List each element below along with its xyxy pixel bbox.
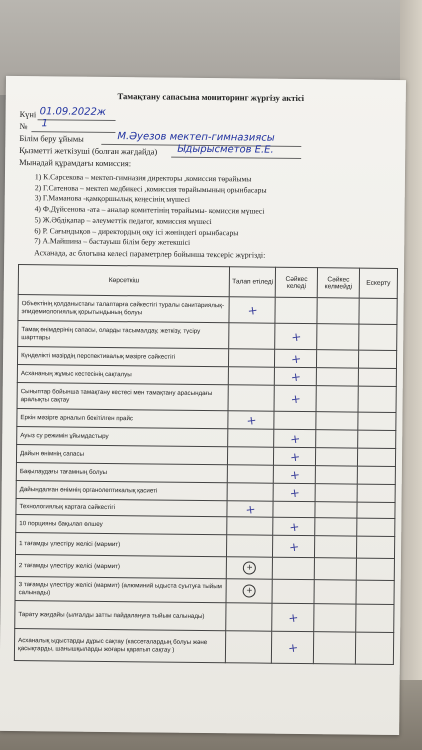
- note-cell: [356, 580, 394, 604]
- required-cell: [229, 349, 275, 367]
- not-matches-cell: [315, 518, 357, 536]
- required-cell: [228, 411, 274, 429]
- matches-cell: [273, 535, 315, 557]
- matches-cell: [274, 385, 316, 411]
- plus-mark: +: [244, 501, 257, 517]
- required-cell: [229, 323, 275, 349]
- criterion-cell: Тарату жағдайы (ылғалды затты пайдалануға тыйым салынады): [15, 601, 227, 631]
- note-cell: [359, 350, 397, 368]
- criterion-cell: Тамақ өнімдерінің сапасы, оларды тасымалдау, жеткізу, түсіру шарттары: [18, 321, 230, 349]
- required-cell: [229, 297, 275, 323]
- not-matches-cell: [317, 298, 359, 324]
- note-cell: [357, 484, 395, 502]
- matches-cell: [275, 349, 317, 367]
- date-label: Күні: [19, 110, 37, 120]
- note-cell: [356, 558, 394, 580]
- table-row: [18, 295, 397, 325]
- circled-plus-mark: +: [243, 584, 256, 597]
- required-cell: [226, 631, 272, 663]
- header-note: Ескерту: [359, 268, 397, 298]
- criterion-cell: Дайын өнімнің сапасы: [16, 445, 227, 465]
- member-1: 1) К.Сарсекова – мектеп-гимназия директоры ,комиссия төрайымы: [34, 172, 252, 184]
- plus-mark: +: [289, 390, 302, 407]
- member-5: 5) Ж.Әбдіқапар – әлеуметтік педагог, комиссия мүшесі: [34, 215, 212, 226]
- not-matches-cell: [316, 430, 358, 448]
- date-underline: [38, 119, 116, 121]
- criterion-cell: Объектінің қолданыстағы талаптарға сәйкестігі туралы санитариялық-эпидемиологиялық қорытындының болуы: [18, 295, 230, 323]
- table-row: [14, 629, 393, 665]
- header-matches: Сәйкес келеді: [275, 267, 317, 297]
- matches-cell: [272, 631, 314, 663]
- supplier-underline: [171, 157, 301, 159]
- matches-cell: [272, 579, 314, 603]
- plus-mark: +: [288, 484, 301, 501]
- criterion-cell: Ауыз су режимін ұйымдастыру: [17, 427, 228, 447]
- table-body: [14, 295, 397, 665]
- required-cell: [226, 603, 272, 631]
- matches-cell: [274, 447, 316, 465]
- matches-cell: [274, 429, 316, 447]
- note-cell: [355, 632, 393, 664]
- plus-mark: +: [290, 328, 302, 345]
- member-7: 7) А.Майшина – бастауыш білім беру жетекшісі: [34, 236, 191, 248]
- criterion-cell: Бақылаудағы тағамның болуы: [16, 463, 227, 483]
- note-cell: [358, 368, 396, 386]
- required-cell: [228, 447, 274, 465]
- header-required: Талап етіледі: [230, 267, 276, 297]
- member-6: 6) Р. Сағындықов – директордың оқу ісі жөніндегі орынбасары: [34, 225, 239, 237]
- criterion-cell: 3 тағамды үлестіру желісі (мармит) (алюминий ыдыста суытуға тыйым салынады): [15, 577, 227, 603]
- inspection-intro: Асханада, ас блогына келесі параметрлер бойынша тексеріс жүргізді:: [34, 248, 266, 260]
- matches-cell: [273, 501, 315, 517]
- criterion-cell: 10 порцияны бақылап өлшеу: [16, 515, 227, 535]
- number-value: 1: [41, 118, 48, 130]
- criterion-cell: Технологиялық картаға сәйкестігі: [16, 499, 227, 517]
- plus-mark: +: [287, 609, 299, 626]
- criterion-cell: Асхананың жұмыс кестесінің сақталуы: [17, 365, 228, 385]
- note-cell: [357, 502, 395, 518]
- commission-label: Мынадай құрамдағы комиссия:: [19, 158, 132, 169]
- plus-mark: +: [246, 302, 259, 318]
- matches-cell: [275, 323, 317, 349]
- header-criterion: Көрсеткіш: [18, 265, 230, 297]
- note-cell: [357, 518, 395, 536]
- not-matches-cell: [314, 580, 356, 604]
- member-4: 4) Ф.Дүйсенова -ата – аналар комитетінің төрайымы- комиссия мүшесі: [34, 204, 265, 216]
- matches-cell: [275, 297, 317, 323]
- note-cell: [358, 386, 396, 412]
- note-cell: [359, 298, 397, 324]
- required-cell: [227, 517, 273, 535]
- header-not-matches: Сәйкес келмейді: [317, 268, 359, 298]
- note-cell: [357, 536, 395, 558]
- not-matches-cell: [314, 558, 356, 580]
- commission-members: [34, 172, 267, 249]
- member-2: 2) Г.Сатенова – мектеп медбикесі ,комиссия төрайымының орынбасары: [34, 182, 267, 195]
- note-cell: [359, 324, 397, 350]
- plus-mark: +: [287, 538, 300, 555]
- matches-cell: [273, 517, 315, 535]
- required-cell: [228, 385, 274, 411]
- not-matches-cell: [315, 466, 357, 484]
- criterion-cell: Асханалық ыдыстарды дұрыс сақтау (кассеталардың болуы және қасықтарды, шанышқыларды жоғары қаратып сақтау ): [14, 629, 226, 663]
- document-sheet: [0, 76, 406, 735]
- required-cell: [227, 501, 273, 517]
- document-title: Тамақтану сапасына мониторинг жүргізу актісі: [117, 91, 305, 104]
- criterion-cell: 2 тағамды үлестіру желісі (мармит): [15, 555, 227, 579]
- required-cell: [226, 579, 272, 603]
- note-cell: [356, 604, 394, 632]
- note-cell: [358, 412, 396, 430]
- criterion-cell: Дайындалған өнімнің органолептикалық қасиеті: [16, 481, 227, 501]
- not-matches-cell: [316, 368, 358, 386]
- table-row: [17, 383, 396, 413]
- required-cell: [227, 535, 273, 557]
- inspection-table: [14, 264, 398, 665]
- matches-cell: [272, 557, 314, 579]
- not-matches-cell: [315, 502, 357, 518]
- plus-mark: +: [286, 639, 299, 656]
- plus-mark: +: [288, 430, 301, 447]
- required-cell: [227, 483, 273, 501]
- table-row: [18, 321, 397, 351]
- member-3: 3) Г.Маманова -қамқоршылық кеңесінің мүшесі: [34, 193, 191, 205]
- required-cell: [228, 465, 274, 483]
- not-matches-cell: [315, 484, 357, 502]
- note-cell: [358, 430, 396, 448]
- date-value: 01.09.2022ж: [39, 106, 106, 118]
- criterion-cell: Еркін мәзірге арналып бекітілген прайс: [17, 409, 228, 429]
- plus-mark: +: [289, 368, 302, 385]
- matches-cell: [274, 367, 316, 385]
- plus-mark: +: [288, 518, 300, 535]
- criterion-cell: Күнделікті мәзірдің перспективалық мәзірге сәйкестігі: [17, 347, 228, 367]
- plus-mark: +: [245, 412, 258, 428]
- matches-cell: [273, 483, 315, 501]
- plus-mark: +: [288, 466, 301, 483]
- table-row: [15, 601, 394, 633]
- matches-cell: [274, 411, 316, 429]
- circled-plus-mark: +: [243, 561, 256, 574]
- org-value: М.Әуезов мектеп-гимназиясы: [117, 131, 275, 144]
- matches-cell: [272, 603, 314, 631]
- plus-mark: +: [289, 350, 302, 367]
- plus-mark: +: [288, 448, 301, 465]
- not-matches-cell: [316, 448, 358, 466]
- required-cell: [227, 557, 273, 579]
- supplier-label: Қызметті жеткізуші (болған жағдайда): [19, 146, 158, 157]
- number-underline: [31, 131, 115, 133]
- matches-cell: [273, 465, 315, 483]
- required-cell: [228, 429, 274, 447]
- criterion-cell: 1 тағамды үлестіру желісі (мармит): [15, 533, 227, 557]
- not-matches-cell: [313, 632, 355, 664]
- org-label: Білім беру ұйымы: [19, 134, 84, 144]
- not-matches-cell: [317, 324, 359, 350]
- supplier-value: Ыдырысметов Е.Е.: [177, 143, 274, 156]
- not-matches-cell: [316, 386, 358, 412]
- required-cell: [229, 367, 275, 385]
- note-cell: [357, 466, 395, 484]
- not-matches-cell: [314, 604, 356, 632]
- criterion-cell: Сыныптар бойынша тамақтану кестесі мен тамақтану арасындағы аралықты сақтау: [17, 383, 229, 411]
- note-cell: [357, 448, 395, 466]
- not-matches-cell: [316, 412, 358, 430]
- not-matches-cell: [317, 350, 359, 368]
- number-label: №: [19, 122, 28, 132]
- not-matches-cell: [315, 536, 357, 558]
- table-header-row: [18, 265, 397, 299]
